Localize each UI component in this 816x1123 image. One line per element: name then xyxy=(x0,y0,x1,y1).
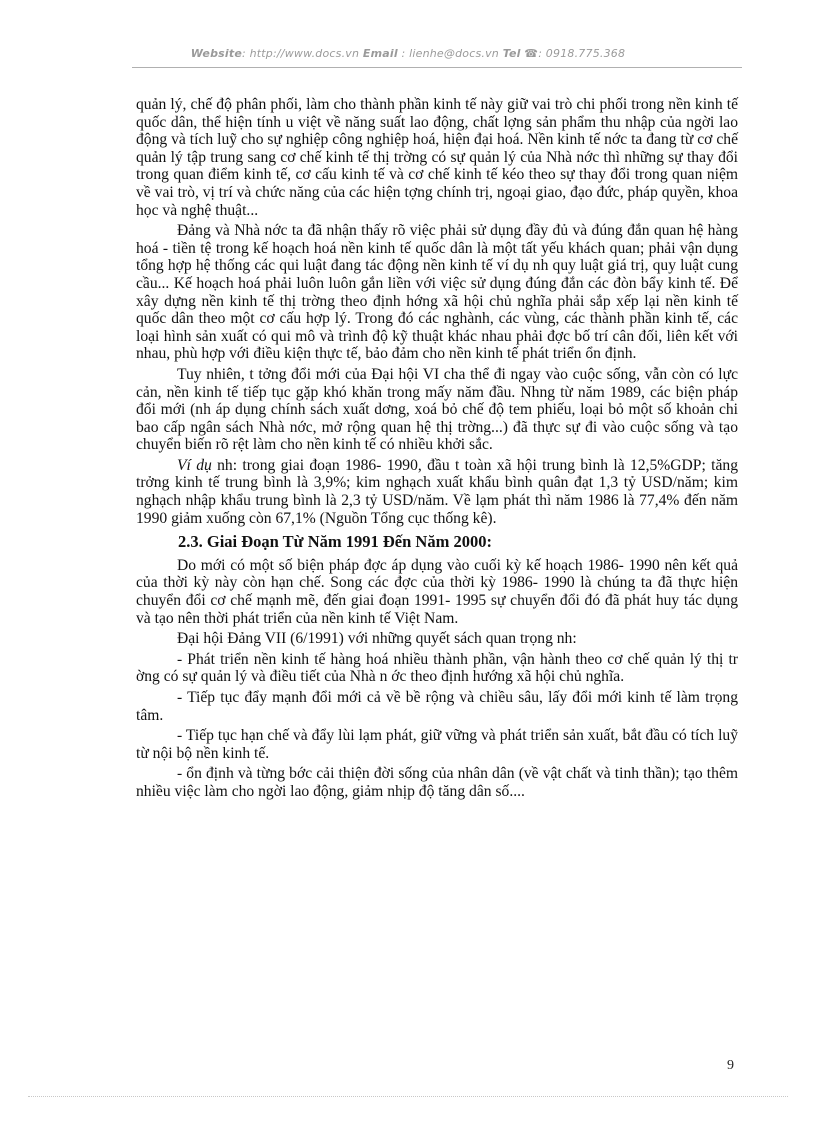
paragraph-5: Do mới có một số biện pháp đợc áp dụng vào cuối kỳ kế hoạch 1986- 1990 nên kết quả của thời kỳ này còn hạn chế. Song các đợc của thời kỳ 1986- 1990 là chúng ta đã thực hiện chuyển đổi cơ chế mạnh mẽ, đến giai đoạn 1991- 1995 sự chuyển đổi đó đã phát huy tác dụng và tạo nên thời phát triển của nền kinh tế Việt Nam. xyxy=(136,556,738,627)
header-tel-label: Tel xyxy=(502,47,521,60)
page-number: 9 xyxy=(727,1058,734,1073)
header-tel-value: ☎: 0918.775.368 xyxy=(520,47,626,60)
paragraph-4 xyxy=(136,457,738,527)
header-divider xyxy=(132,67,742,68)
footer-divider xyxy=(28,1096,788,1097)
paragraph-2: Đảng và Nhà nớc ta đã nhận thấy rõ việc phải sử dụng đầy đủ và đúng đắn quan hệ hàng hoá - tiền tệ trong kế hoạch hoá nền kinh tế quốc dân là một tất yếu khách quan; phải vận dụng tổng hợp hệ thống các qui luật đang tác động nền kinh tế ví dụ nh quy luật giá trị, quy luật cung cầu... Kế hoạch hoá phải luôn luôn gắn liền với việc sử dụng đúng đắn các đòn bẩy kinh tế. Để xây dựng nền kinh tế thị trờng theo định hớng xã hội chủ nghĩa phải sắp xếp lại nền kinh tế quốc dân theo một cơ cấu hợp lý. Trong đó các nghành, các vùng, các thành phần kinh tế, các loại hình sản xuất có qui mô và trình độ kỹ thuật khác nhau phải đợc bố trí cân đối, liên kết với nhau, phù hợp với điều kiện thực tế, bảo đảm cho nền kinh tế phát triển ổn định. xyxy=(136,222,738,363)
paragraph-3: Tuy nhiên, t tởng đổi mới của Đại hội VI cha thể đi ngay vào cuộc sống, vẫn còn có lực cản, nền kinh tế tiếp tục gặp khó khăn trong mấy năm đầu. Nhng từ năm 1989, các biện pháp đổi mới (nh áp dụng chính sách xuất dơng, xoá bỏ chế độ tem phiếu, loại bỏ một số khoản chi bao cấp ngân sách Nhà nớc, mở rộng quan hệ thị trờng...) đã thực sự đi vào cuộc sống và tạo chuyển biến rõ rệt làm cho nền kinh tế có nhiều khởi sắc. xyxy=(136,365,738,454)
bullet-3: - Tiếp tục hạn chế và đẩy lùi lạm phát, giữ vững và phát triển sản xuất, bắt đầu có tích luỹ từ nội bộ nền kinh tế. xyxy=(136,727,738,762)
paragraph-6: Đại hội Đảng VII (6/1991) với những quyết sách quan trọng nh: xyxy=(177,630,577,648)
header-email-value: : lienhe@docs.vn xyxy=(397,47,499,60)
paragraph-1: quản lý, chế độ phân phối, làm cho thành phần kinh tế này giữ vai trò chi phối trong nền kinh tế quốc dân, thể hiện tính u việt về năng suất lao động, chất lợng sản phẩm thu nhập của ngời lao động và tích luỹ cho sự nghiệp công nghiệp hoá, hiện đại hoá. Nền kinh tế nớc ta đang từ cơ chế quản lý tập trung sang cơ chế kinh tế thị trờng có sự quản lý của Nhà nớc thì những sự thay đổi trong quan điểm kinh tế, cơ cấu kinh tế và cơ chế kinh tế kéo theo sự thay đổi trong quan niệm về vai trò, vị trí và chức năng của các hiện tợng chính trị, ngoại giao, đạo đức, pháp quyền, khoa học và nghệ thuật... xyxy=(136,96,738,219)
body-text xyxy=(136,96,738,804)
example-label: Ví dụ xyxy=(177,456,212,474)
header-email-label: Email xyxy=(362,47,398,60)
bullet-4: - ổn định và từng bớc cải thiện đời sống của nhân dân (về vật chất và tinh thần); tạo thêm nhiều việc làm cho ngời lao động, giảm nhịp độ tăng dân số.... xyxy=(136,765,738,800)
header-website-label: Website xyxy=(190,47,242,60)
header-website-value: : http://www.docs.vn xyxy=(242,47,360,60)
bullet-2: - Tiếp tục đẩy mạnh đổi mới cả về bề rộng và chiều sâu, lấy đổi mới kinh tế làm trọng tâm. xyxy=(136,689,738,724)
paragraph-4-text: trong giai đoạn 1986- 1990, đầu t toàn xã hội trung bình là 12,5%GDP; tăng trởng kinh tế trung bình là 3,9%; kim nghạch xuất khẩu bình quân đạt 1,3 tỷ USD/năm; kim nghạch nhập khẩu trung bình là 2,3 tỷ USD/năm. Về lạm phát thì năm 1986 là 77,4% đến năm 1990 giảm xuống còn 67,1% (Nguồn Tổng cục thống kê). xyxy=(136,456,738,527)
section-heading: 2.3. Giai Đoạn Từ Năm 1991 Đến Năm 2000: xyxy=(178,532,492,552)
example-after: nh: xyxy=(211,456,243,474)
page-header xyxy=(0,47,816,60)
bullet-1: - Phát triển nền kinh tế hàng hoá nhiều thành phần, vận hành theo cơ chế quản lý thị tr ờng có sự quản lý và điều tiết của Nhà n ớc theo định hướng xã hội chủ nghĩa. xyxy=(136,650,738,686)
